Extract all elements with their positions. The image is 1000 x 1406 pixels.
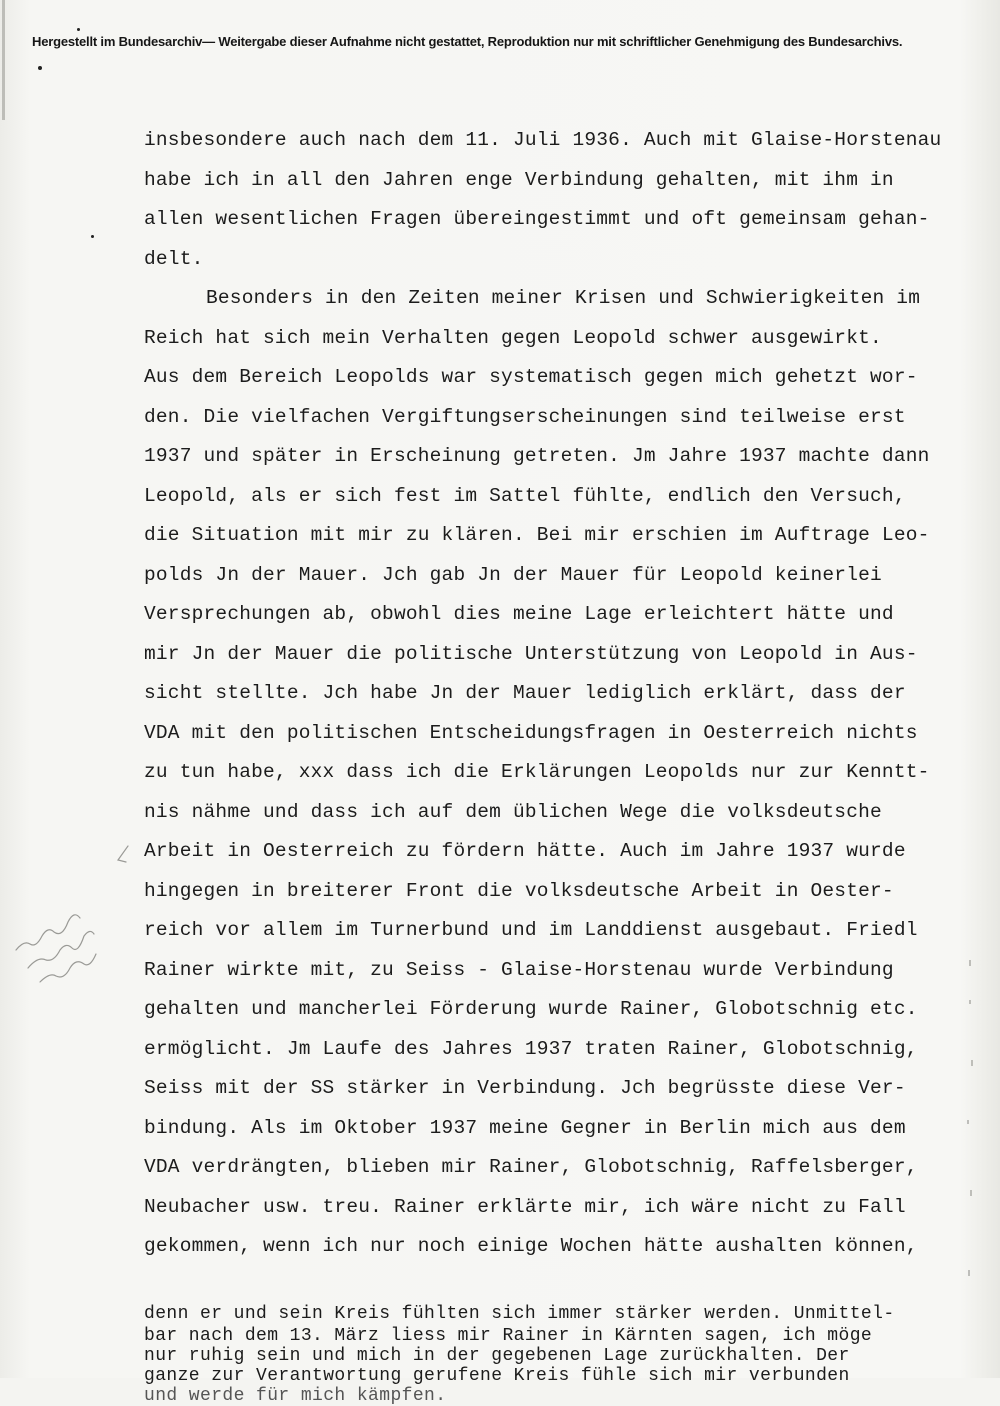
text-line: Rainer wirkte mit, zu Seiss - Glaise-Horstenau wurde Verbindung <box>144 958 894 981</box>
text-line: Neubacher usw. treu. Rainer erklärte mir, ich wäre nicht zu Fall <box>144 1195 906 1218</box>
text-line: allen wesentlichen Fragen übereingestimmt und oft gemeinsam gehan- <box>144 208 930 230</box>
typed-text-body <box>144 126 984 1272</box>
punch-dot <box>38 66 42 70</box>
text-line: hingegen in breiterer Front die volksdeutsche Arbeit in Oester- <box>144 879 894 902</box>
text-line: denn er und sein Kreis fühlten sich immer stärker werden. Unmittel- <box>144 1304 895 1324</box>
text-line: mir Jn der Mauer die politische Unterstützung von Leopold in Aus- <box>144 642 918 665</box>
text-line: Aus dem Bereich Leopolds war systematisch gegen mich gehetzt wor- <box>144 366 918 388</box>
text-line: polds Jn der Mauer. Jch gab Jn der Mauer für Leopold keinerlei <box>144 563 882 586</box>
punch-dot <box>91 235 94 238</box>
text-line: Reich hat sich mein Verhalten gegen Leopold schwer ausgewirkt. <box>144 326 882 349</box>
text-line: Versprechungen ab, obwohl dies meine Lage erleichtert hätte und <box>144 603 894 625</box>
text-line: Seiss mit der SS stärker in Verbindung. Jch begrüsste diese Ver- <box>144 1077 906 1099</box>
condensed-text-tail <box>144 1304 984 1406</box>
text-line: VDA mit den politischen Entscheidungsfragen in Oesterreich nichts <box>144 721 918 744</box>
archive-notice: Hergestellt im Bundesarchiv— Weitergabe dieser Aufnahme nicht gestattet, Reproduktion nur mit schriftlicher Genehmigung des Bundesarchivs. <box>32 34 903 49</box>
text-line: nis nähme und dass ich auf dem üblichen Wege die volksdeutsche <box>144 800 882 823</box>
text-line: bar nach dem 13. März liess mir Rainer in Kärnten sagen, ich möge <box>144 1326 873 1346</box>
text-line: sicht stellte. Jch habe Jn der Mauer lediglich erklärt, dass der <box>144 682 906 704</box>
text-line: Leopold, als er sich fest im Sattel fühlte, endlich den Versuch, <box>144 484 906 507</box>
text-line: delt. <box>144 247 204 270</box>
scan-edge-shadow <box>2 0 5 120</box>
text-line: ganze zur Verantwortung gerufene Kreis fühle sich mir verbunden <box>144 1366 850 1386</box>
text-line: reich vor allem im Turnerbund und im Landdienst ausgebaut. Friedl <box>144 919 918 941</box>
scan-edge-marks <box>962 940 978 1340</box>
text-line-cut-off: und werde für mich kämpfen. <box>144 1386 447 1406</box>
text-line: zu tun habe, xxx dass ich die Erklärungen Leopolds nur zur Kenntt- <box>144 761 930 783</box>
text-line: gekommen, wenn ich nur noch einige Wochen hätte aushalten können, <box>144 1235 918 1257</box>
text-line: 1937 und später in Erscheinung getreten. Jm Jahre 1937 machte dann <box>144 445 930 467</box>
text-line: habe ich in all den Jahren enge Verbindung gehalten, mit ihm in <box>144 168 894 191</box>
text-line: Arbeit in Oesterreich zu fördern hätte. Auch im Jahre 1937 wurde <box>144 840 906 862</box>
punch-dot <box>77 28 80 31</box>
text-line: die Situation mit mir zu klären. Bei mir erschien im Auftrage Leo- <box>144 524 930 546</box>
paragraph-start-line: Besonders in den Zeiten meiner Krisen und Schwierigkeiten im <box>206 287 921 309</box>
text-line: VDA verdrängten, blieben mir Rainer, Globotschnig, Raffelsberger, <box>144 1156 918 1178</box>
text-line: bindung. Als im Oktober 1937 meine Gegner in Berlin mich aus dem <box>144 1116 906 1139</box>
text-line: nur ruhig sein und mich in der gegebenen Lage zurückhalten. Der <box>144 1346 850 1366</box>
text-line: gehalten und mancherlei Förderung wurde Rainer, Globotschnig etc. <box>144 998 918 1020</box>
text-line: ermöglicht. Jm Laufe des Jahres 1937 traten Rainer, Globotschnig, <box>144 1037 918 1060</box>
text-line: den. Die vielfachen Vergiftungserscheinungen sind teilweise erst <box>144 405 906 428</box>
text-line: insbesondere auch nach dem 11. Juli 1936. Auch mit Glaise-Horstenau <box>144 129 942 151</box>
pencil-marginalia <box>6 850 136 990</box>
